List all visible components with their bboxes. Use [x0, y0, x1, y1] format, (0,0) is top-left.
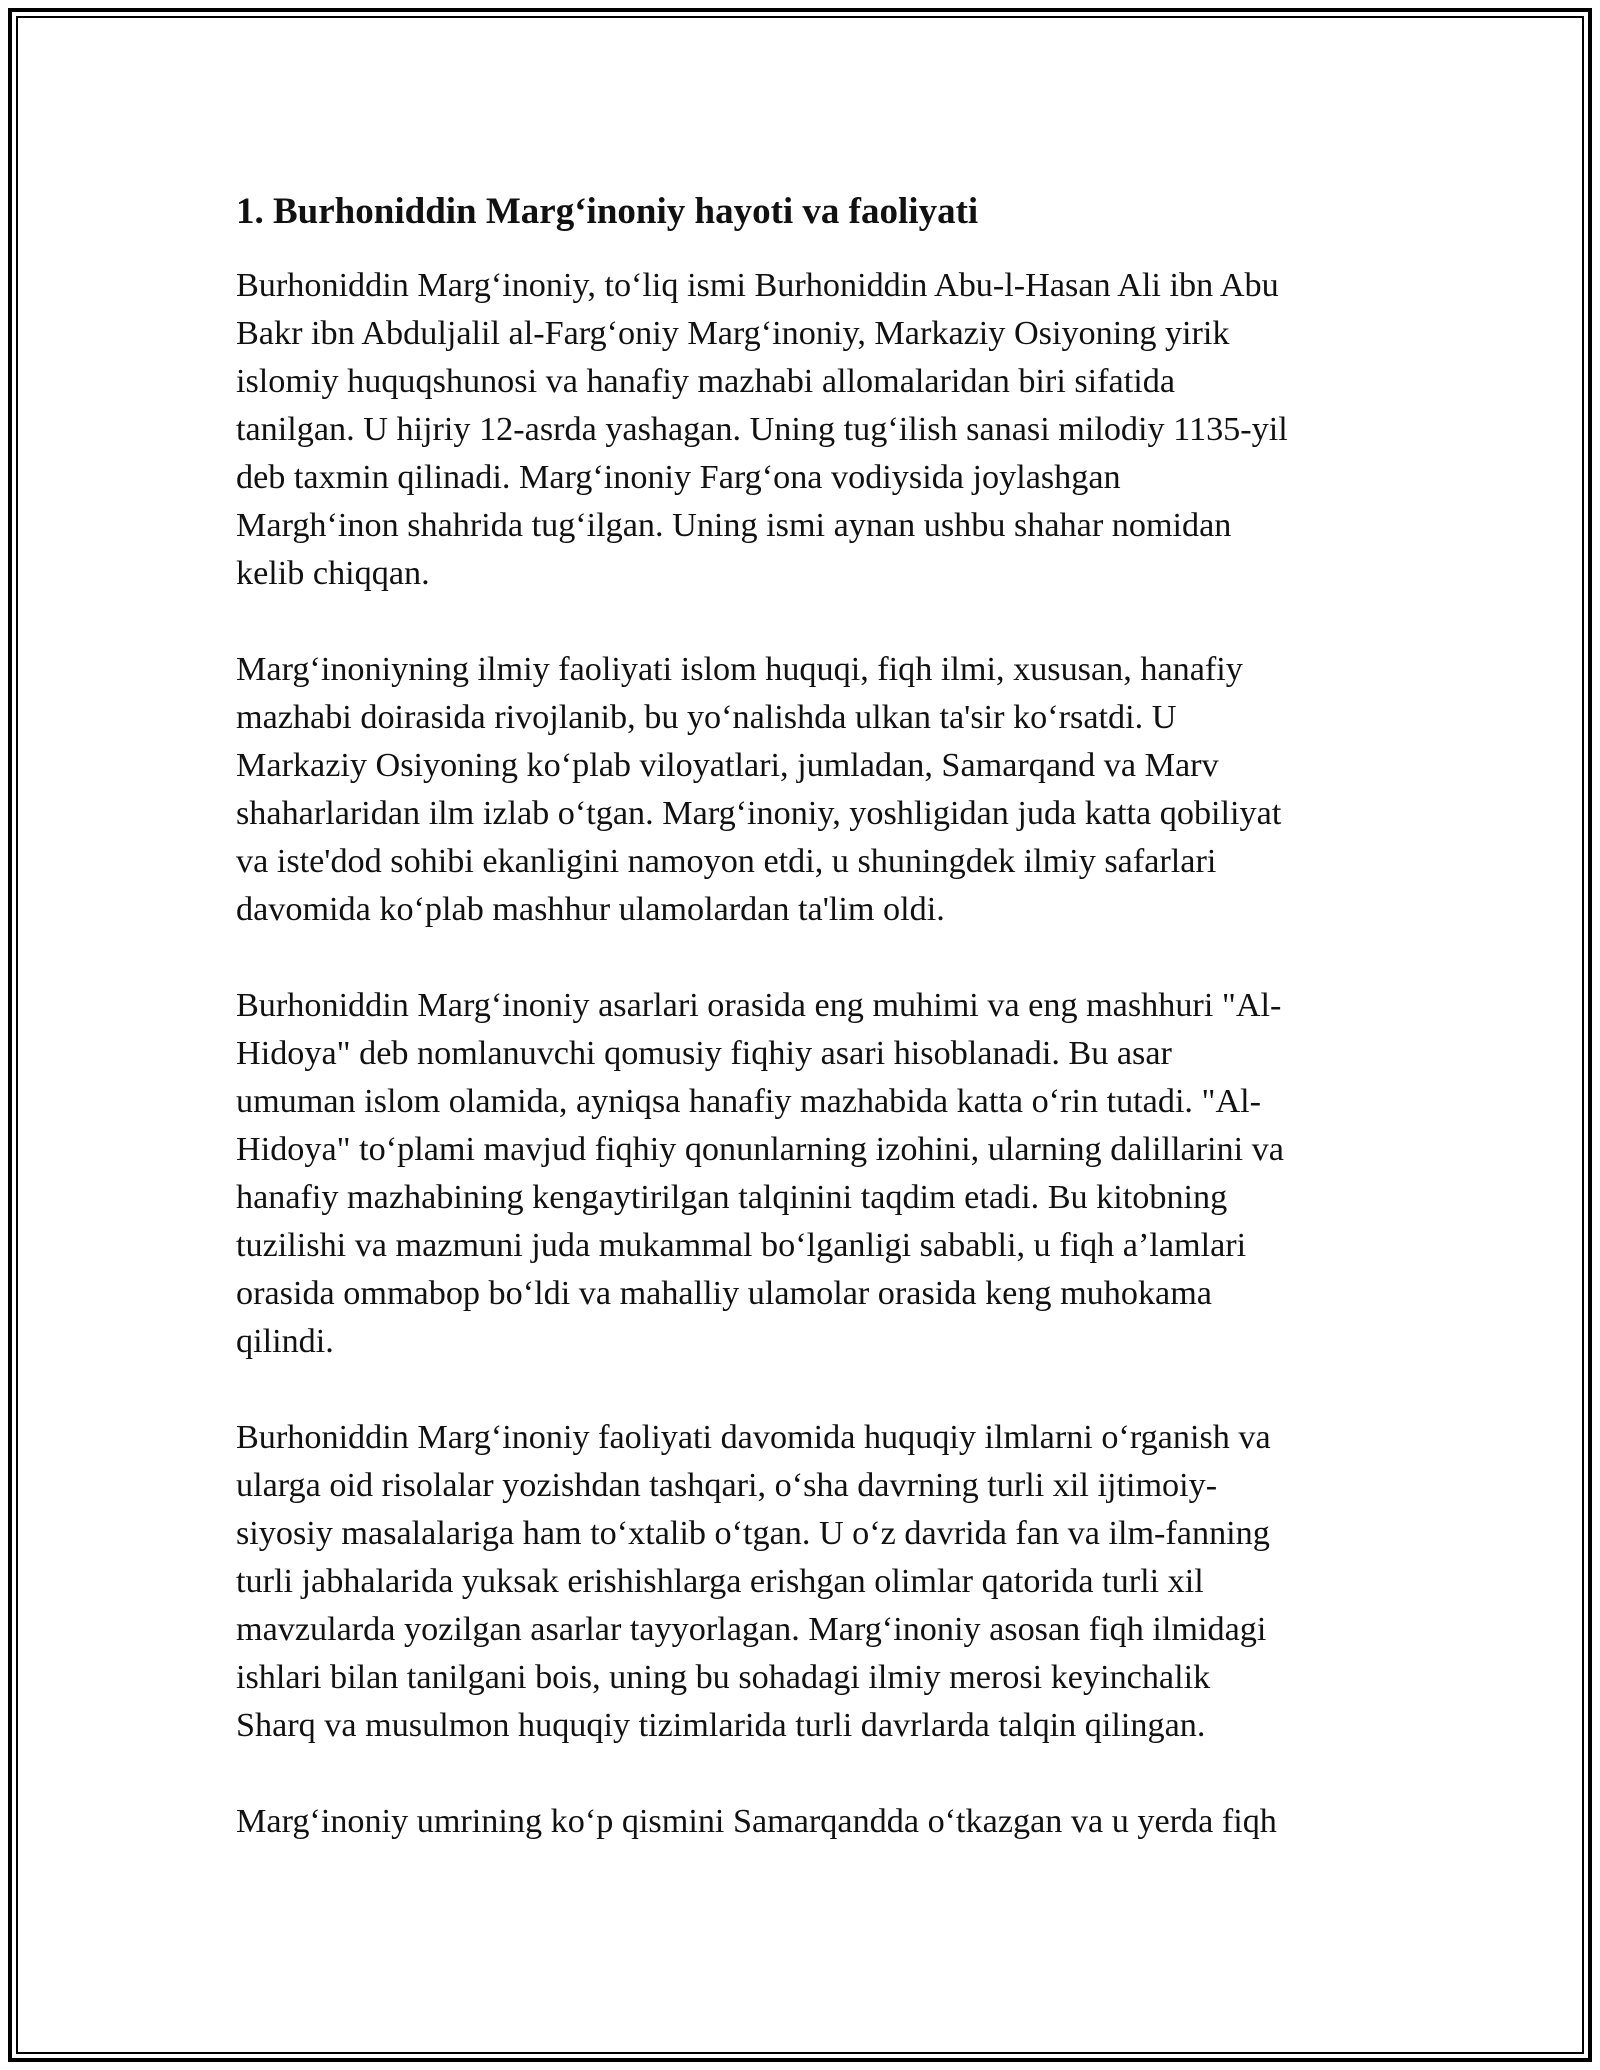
paragraph-4	[236, 1414, 1366, 1750]
text-line: tuzilishi va mazmuni juda mukammal bo‘lganligi sababli, u fiqh a’lamlari	[236, 1227, 1247, 1265]
text-line: qilindi.	[236, 1323, 334, 1361]
text-line: hanafiy mazhabining kengaytirilgan talqinini taqdim etadi. Bu kitobning	[236, 1179, 1228, 1217]
text-line: Marg‘inoniyning ilmiy faoliyati islom huquqi, fiqh ilmi, xususan, hanafiy	[236, 651, 1243, 689]
text-line: Marg‘inoniy umrining ko‘p qismini Samarqandda o‘tkazgan va u yerda fiqh	[236, 1803, 1277, 1841]
text-line: va iste'dod sohibi ekanligini namoyon etdi, u shuningdek ilmiy safarlari	[236, 843, 1217, 881]
text-line: deb taxmin qilinadi. Marg‘inoniy Farg‘ona vodiysida joylashgan	[236, 459, 1121, 497]
text-line: Hidoya" deb nomlanuvchi qomusiy fiqhiy asari hisoblanadi. Bu asar	[236, 1035, 1172, 1073]
text-line: umuman islom olamida, ayniqsa hanafiy mazhabida katta o‘rin tutadi. "Al-	[236, 1083, 1262, 1121]
text-line: tanilgan. U hijriy 12-asrda yashagan. Uning tug‘ilish sanasi milodiy 1135-yil	[236, 411, 1288, 449]
paragraph-1	[236, 262, 1366, 598]
text-line: islomiy huquqshunosi va hanafiy mazhabi allomalaridan biri sifatida	[236, 363, 1175, 401]
text-line: orasida ommabop bo‘ldi va mahalliy ulamolar orasida keng muhokama	[236, 1275, 1212, 1313]
text-line: Burhoniddin Marg‘inoniy, to‘liq ismi Burhoniddin Abu-l-Hasan Ali ibn Abu	[236, 267, 1279, 305]
text-line: Markaziy Osiyoning ko‘plab viloyatlari, jumladan, Samarqand va Marv	[236, 747, 1219, 785]
text-line: ishlari bilan tanilgani bois, uning bu sohadagi ilmiy merosi keyinchalik	[236, 1659, 1211, 1697]
text-line: Burhoniddin Marg‘inoniy faoliyati davomida huquqiy ilmlarni o‘rganish va	[236, 1419, 1271, 1457]
text-line: mazhabi doirasida rivojlanib, bu yo‘nalishda ulkan ta'sir ko‘rsatdi. U	[236, 699, 1177, 737]
paragraph-5	[236, 1798, 1366, 1846]
text-line: turli jabhalarida yuksak erishishlarga erishgan olimlar qatorida turli xil	[236, 1563, 1204, 1601]
text-line: Sharq va musulmon huquqiy tizimlarida turli davrlarda talqin qilingan.	[236, 1707, 1206, 1745]
text-line: siyosiy masalalariga ham to‘xtalib o‘tgan. U o‘z davrida fan va ilm-fanning	[236, 1515, 1270, 1553]
paragraph-3	[236, 982, 1366, 1366]
document-body	[236, 190, 1366, 1894]
text-line: ularga oid risolalar yozishdan tashqari, o‘sha davrning turli xil ijtimoiy-	[236, 1467, 1218, 1505]
text-line: Burhoniddin Marg‘inoniy asarlari orasida eng muhimi va eng mashhuri "Al-	[236, 987, 1282, 1025]
paragraph-2	[236, 646, 1366, 934]
text-line: Hidoya" to‘plami mavjud fiqhiy qonunlarning izohini, ularning dalillarini va	[236, 1131, 1284, 1169]
text-line: mavzularda yozilgan asarlar tayyorlagan. Marg‘inoniy asosan fiqh ilmidagi	[236, 1611, 1267, 1649]
section-heading: 1. Burhoniddin Marg‘inoniy hayoti va faoliyati	[236, 191, 979, 232]
text-line: kelib chiqqan.	[236, 555, 430, 593]
text-line: shaharlaridan ilm izlab o‘tgan. Marg‘inoniy, yoshligidan juda katta qobiliyat	[236, 795, 1282, 833]
text-line: Margh‘inon shahrida tug‘ilgan. Uning ismi aynan ushbu shahar nomidan	[236, 507, 1232, 545]
text-line: Bakr ibn Abduljalil al-Farg‘oniy Marg‘inoniy, Markaziy Osiyoning yirik	[236, 315, 1230, 353]
text-line: davomida ko‘plab mashhur ulamolardan ta'lim oldi.	[236, 891, 945, 929]
